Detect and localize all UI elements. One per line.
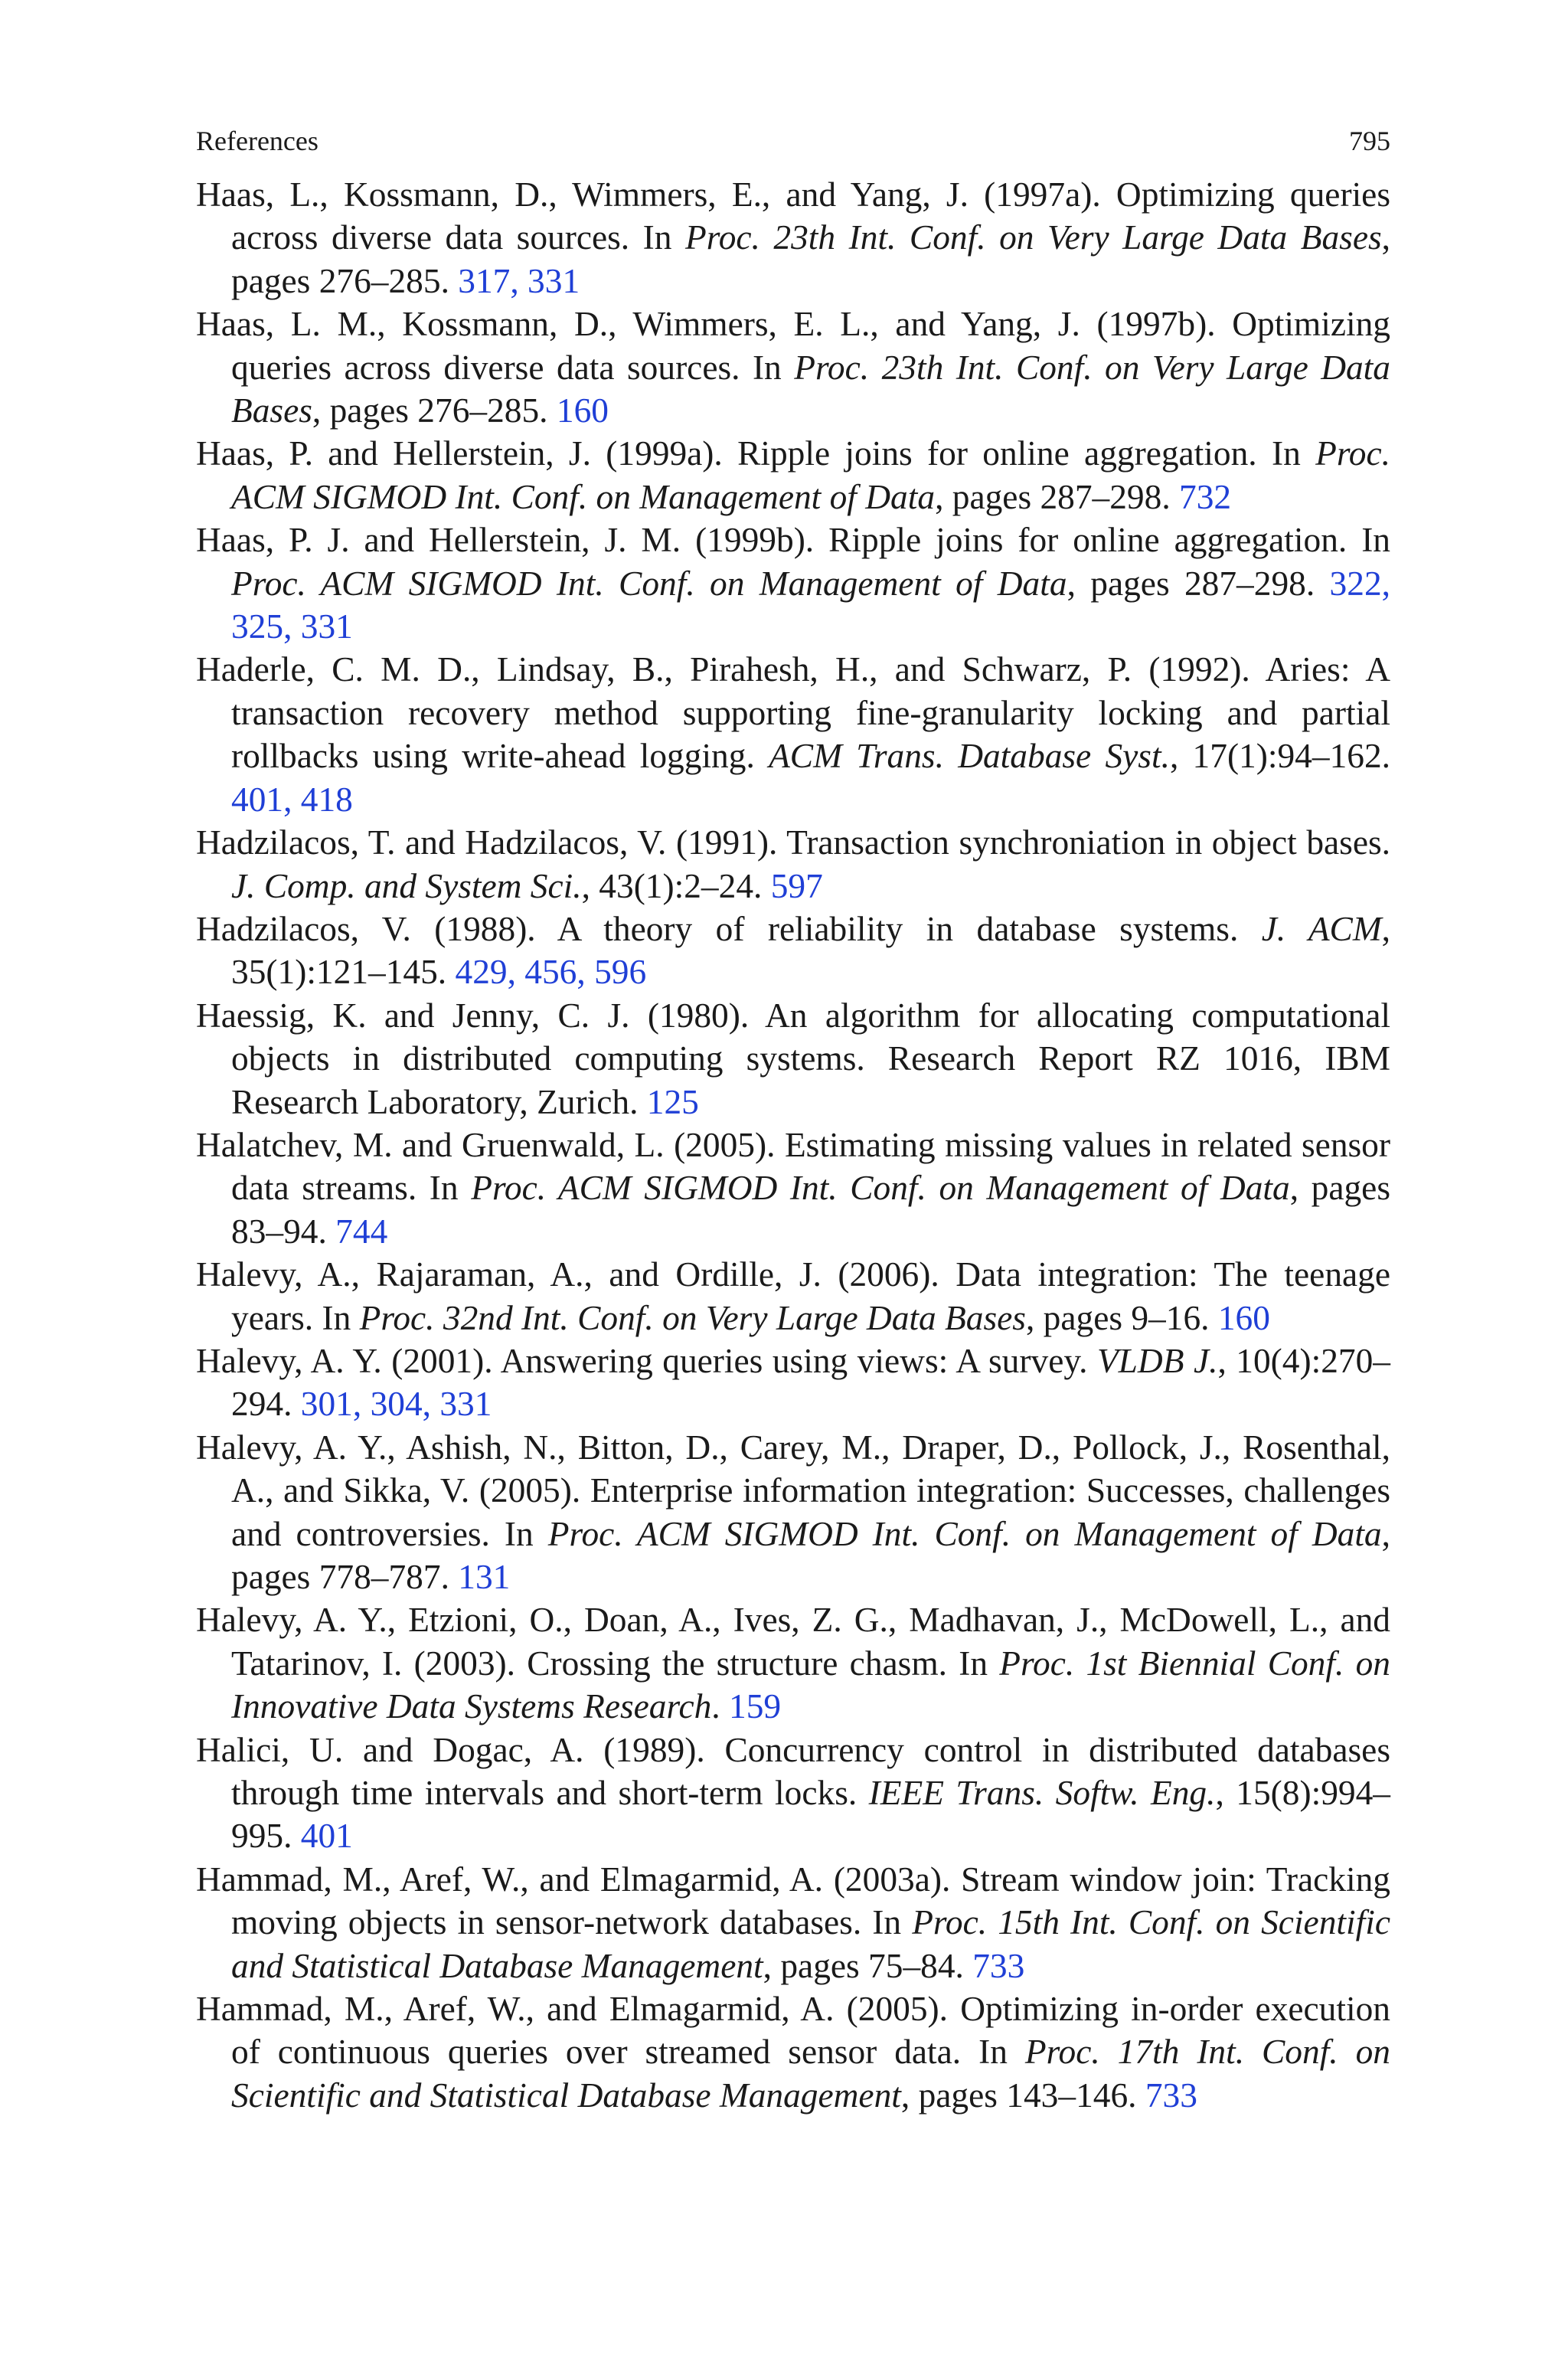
reference-details: , pages 778–787. (231, 1514, 1390, 1596)
reference-entry (196, 1729, 1390, 1858)
backref-link[interactable]: 160 (556, 391, 609, 430)
reference-entry (196, 908, 1390, 994)
page-content (196, 123, 1390, 2117)
reference-text: Halici, U. and Dogac, A. (1989). Concurrency control in distributed databases through time intervals and short-term locks. (196, 1730, 1390, 1813)
backref-link[interactable]: 160 (1217, 1298, 1270, 1337)
reference-details: , pages 287–298. (1067, 564, 1330, 603)
reference-venue: Proc. 15th Int. Conf. on Scientific and Statistical Database Management (231, 1903, 1390, 1985)
backref-link[interactable]: 401 (300, 1817, 353, 1856)
reference-text: Haas, P. J. and Hellerstein, J. M. (1999b). Ripple joins for online aggregation. In (196, 521, 1390, 560)
reference-venue: Proc. 1st Biennial Conf. on Innovative Data Systems Research (231, 1644, 1390, 1726)
reference-text: Halevy, A. Y. (2001). Answering queries using views: A survey. (196, 1341, 1097, 1380)
reference-venue: VLDB J. (1096, 1341, 1218, 1380)
reference-entry (196, 1339, 1390, 1426)
reference-venue: Proc. 17th Int. Conf. on Scientific and Statistical Database Management (231, 2033, 1390, 2115)
reference-entry (196, 1987, 1390, 2117)
reference-details: , pages 276–285. (312, 391, 557, 430)
reference-text: Halevy, A., Rajaraman, A., and Ordille, J. (2006). Data integration: The teenage years. In (196, 1255, 1390, 1337)
reference-entry (196, 303, 1390, 432)
backref-link[interactable]: 125 (646, 1082, 699, 1121)
backref-link[interactable]: 733 (1145, 2075, 1197, 2115)
reference-details: , 43(1):2–24. (581, 866, 771, 905)
backref-link[interactable]: 322, 325, 331 (231, 564, 1390, 646)
reference-text: Hadzilacos, T. and Hadzilacos, V. (1991). Transaction synchroniation in object bases. (196, 823, 1390, 862)
backref-link[interactable]: 597 (770, 866, 823, 905)
reference-venue: Proc. ACM SIGMOD Int. Conf. on Management of Data (231, 564, 1067, 603)
reference-entry (196, 821, 1390, 908)
backref-link[interactable]: 744 (335, 1212, 388, 1251)
reference-text: Haas, L., Kossmann, D., Wimmers, E., and Yang, J. (1997a). Optimizing queries across diverse data sources. In (196, 175, 1390, 257)
reference-text: Hadzilacos, V. (1988). A theory of reliability in database systems. (196, 909, 1262, 948)
backref-link[interactable]: 301, 304, 331 (300, 1385, 492, 1424)
reference-text: Hammad, M., Aref, W., and Elmagarmid, A. (2005). Optimizing in-order execution of continuous queries over streamed sensor data. In (196, 1990, 1390, 2072)
reference-venue: Proc. 23th Int. Conf. on Very Large Data Bases (231, 348, 1390, 430)
reference-entry (196, 1598, 1390, 1728)
reference-list (196, 173, 1390, 2117)
reference-venue: Proc. ACM SIGMOD Int. Conf. on Management of Data (231, 434, 1390, 516)
reference-details: . (711, 1687, 729, 1726)
reference-venue: Proc. 32nd Int. Conf. on Very Large Data Bases (359, 1298, 1026, 1337)
backref-link[interactable]: 732 (1179, 477, 1232, 516)
reference-details: , pages 287–298. (935, 477, 1180, 516)
page-number: 795 (1349, 126, 1390, 156)
backref-link[interactable]: 159 (729, 1687, 782, 1726)
reference-venue: Proc. 23th Int. Conf. on Very Large Data Bases (685, 218, 1382, 257)
reference-details: , pages 143–146. (900, 2075, 1145, 2115)
reference-entry (196, 994, 1390, 1124)
reference-text: Hammad, M., Aref, W., and Elmagarmid, A. (2003a). Stream window join: Tracking moving objects in sensor-network databases. In (196, 1860, 1390, 1942)
reference-entry (196, 1426, 1390, 1599)
reference-venue: Proc. ACM SIGMOD Int. Conf. on Management of Data (547, 1514, 1382, 1553)
backref-link[interactable]: 429, 456, 596 (455, 953, 647, 992)
reference-entry (196, 173, 1390, 303)
reference-details: , 15(8):994–995. (231, 1774, 1390, 1856)
backref-link[interactable]: 317, 331 (458, 261, 580, 300)
reference-entry (196, 1253, 1390, 1339)
reference-entry (196, 432, 1390, 518)
running-head (196, 123, 1390, 159)
reference-details: , 17(1):94–162. (1169, 737, 1390, 776)
reference-details: , pages 276–285. (231, 218, 1390, 300)
reference-venue: ACM Trans. Database Syst. (769, 737, 1170, 776)
reference-venue: Proc. ACM SIGMOD Int. Conf. on Management of Data (471, 1169, 1290, 1208)
reference-text: Haderle, C. M. D., Lindsay, B., Pirahesh, H., and Schwarz, P. (1992). Aries: A transaction recovery method supporting fine-granularity locking and partial rollbacks using write-ahead logging. (196, 650, 1390, 776)
reference-details: , pages 75–84. (763, 1946, 973, 1985)
section-title: References (196, 126, 318, 156)
reference-entry (196, 1124, 1390, 1253)
reference-entry (196, 1858, 1390, 1987)
reference-text: Haas, P. and Hellerstein, J. (1999a). Ripple joins for online aggregation. In (196, 434, 1316, 473)
reference-venue: J. Comp. and System Sci. (231, 866, 582, 905)
reference-entry (196, 648, 1390, 821)
reference-details: , 35(1):121–145. (231, 909, 1390, 992)
reference-venue: J. ACM (1261, 909, 1382, 948)
reference-text: Halatchev, M. and Gruenwald, L. (2005). Estimating missing values in related sensor data streams. In (196, 1125, 1390, 1208)
reference-details: , pages 9–16. (1025, 1298, 1218, 1337)
reference-text: Haas, L. M., Kossmann, D., Wimmers, E. L., and Yang, J. (1997b). Optimizing queries across diverse data sources. In (196, 305, 1390, 387)
backref-link[interactable]: 131 (458, 1558, 511, 1596)
reference-text: Halevy, A. Y., Ashish, N., Bitton, D., Carey, M., Draper, D., Pollock, J., Rosenthal, A., and Sikka, V. (2005). Enterprise information integration: Successes, challenges and controversies. In (196, 1428, 1390, 1553)
reference-details: , 10(4):270–294. (231, 1341, 1391, 1424)
reference-details: , pages 83–94. (231, 1169, 1390, 1251)
reference-entry (196, 518, 1390, 648)
reference-text: Halevy, A. Y., Etzioni, O., Doan, A., Ives, Z. G., Madhavan, J., McDowell, L., and Tatarinov, I. (2003). Crossing the structure chasm. In (196, 1601, 1390, 1683)
backref-link[interactable]: 401, 418 (231, 780, 353, 819)
backref-link[interactable]: 733 (972, 1946, 1025, 1985)
reference-text: Haessig, K. and Jenny, C. J. (1980). An algorithm for allocating computational objects in distributed computing systems. Research Report RZ 1016, IBM Research Laboratory, Zurich. (196, 996, 1390, 1121)
reference-venue: IEEE Trans. Softw. Eng. (868, 1774, 1216, 1813)
